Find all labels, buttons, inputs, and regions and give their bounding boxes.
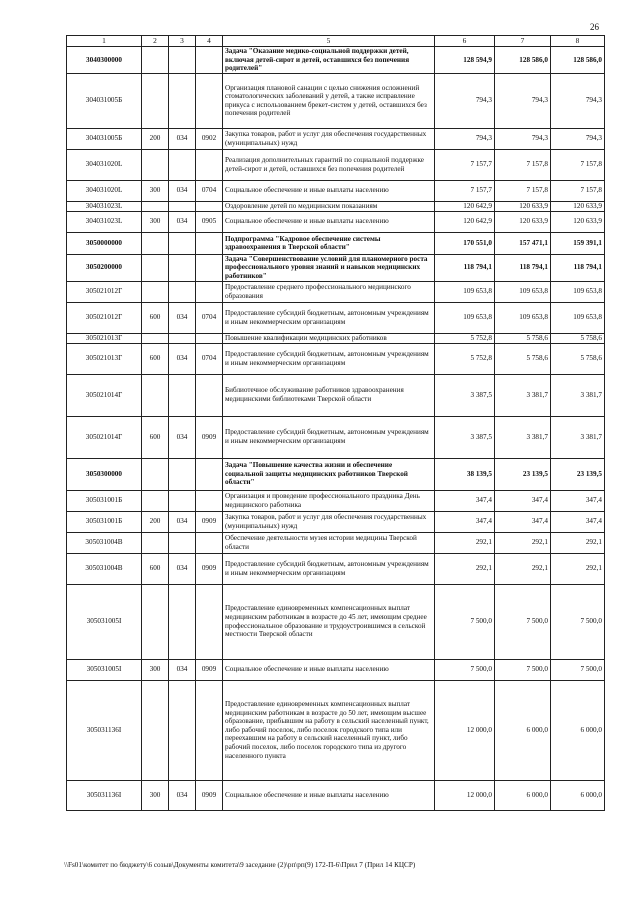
row-value-6: 120 642,9 bbox=[435, 211, 495, 232]
row-name: Предоставление субсидий бюджетным, автономным учреждениям и иным некоммерческим организациям bbox=[223, 553, 435, 584]
row-col3 bbox=[169, 532, 196, 553]
row-code: 305031136I bbox=[67, 680, 142, 780]
row-col4: 0902 bbox=[196, 128, 223, 149]
row-name: Социальное обеспечение и иные выплаты населению bbox=[223, 180, 435, 201]
row-col3 bbox=[169, 149, 196, 180]
row-col4 bbox=[196, 490, 223, 511]
row-col2: 600 bbox=[142, 553, 169, 584]
table-row bbox=[67, 511, 605, 532]
row-value-8: 7 157,8 bbox=[551, 149, 605, 180]
row-col3: 034 bbox=[169, 659, 196, 680]
row-col2 bbox=[142, 584, 169, 659]
row-col4 bbox=[196, 584, 223, 659]
row-col2 bbox=[142, 333, 169, 343]
row-value-7: 157 471,1 bbox=[495, 232, 551, 254]
row-name: Социальное обеспечение и иные выплаты населению bbox=[223, 659, 435, 680]
row-name: Предоставление единовременных компенсационных выплат медицинским работникам в возрасте до 50 лет, имеющим высшее образование, прибывшим на работу в сельский населенный пункт, либо рабочий поселок, либо поселок городского типа или переехавшим на работу в сельский населенный пункт, либо рабочий поселок, либо поселок городского типа из другого населенного пункта bbox=[223, 680, 435, 780]
row-value-6: 5 752,8 bbox=[435, 333, 495, 343]
column-header: 4 bbox=[196, 36, 223, 47]
row-code: 305031004В bbox=[67, 553, 142, 584]
row-value-6: 7 500,0 bbox=[435, 659, 495, 680]
row-code: 3050000000 bbox=[67, 232, 142, 254]
column-header: 3 bbox=[169, 36, 196, 47]
row-name: Реализация дополнительных гарантий по социальной поддержке детей-сирот и детей, оставшихся без попечения родителей bbox=[223, 149, 435, 180]
row-value-8: 159 391,1 bbox=[551, 232, 605, 254]
table-row bbox=[67, 47, 605, 74]
row-col3 bbox=[169, 584, 196, 659]
row-col2: 600 bbox=[142, 416, 169, 458]
row-col3: 034 bbox=[169, 302, 196, 333]
row-name: Организация плановой санации с целью снижения осложнений стоматологических заболеваний у детей, а также исправление прикуса с использованием брекет-систем у детей, оставшихся без попечения родителей bbox=[223, 73, 435, 128]
row-col4 bbox=[196, 333, 223, 343]
row-value-8: 6 000,0 bbox=[551, 680, 605, 780]
row-name: Повышение квалификации медицинских работников bbox=[223, 333, 435, 343]
row-col3: 034 bbox=[169, 180, 196, 201]
row-col2 bbox=[142, 201, 169, 211]
row-value-6: 109 653,8 bbox=[435, 302, 495, 333]
row-name: Предоставление среднего профессионального медицинского образования bbox=[223, 281, 435, 302]
table-row bbox=[67, 680, 605, 780]
row-name: Социальное обеспечение и иные выплаты населению bbox=[223, 780, 435, 810]
row-value-8: 292,1 bbox=[551, 532, 605, 553]
table-row bbox=[67, 458, 605, 490]
page-number: 26 bbox=[590, 22, 599, 32]
row-col3 bbox=[169, 333, 196, 343]
row-col3 bbox=[169, 254, 196, 281]
row-col3 bbox=[169, 201, 196, 211]
table-row bbox=[67, 553, 605, 584]
row-code: 305021013Г bbox=[67, 333, 142, 343]
row-value-7: 7 500,0 bbox=[495, 584, 551, 659]
row-code: 304031005Б bbox=[67, 73, 142, 128]
row-col4 bbox=[196, 201, 223, 211]
row-col4: 0909 bbox=[196, 780, 223, 810]
row-value-7: 7 157,8 bbox=[495, 180, 551, 201]
row-code: 305021013Г bbox=[67, 343, 142, 374]
row-value-8: 6 000,0 bbox=[551, 780, 605, 810]
row-value-8: 23 139,5 bbox=[551, 458, 605, 490]
row-value-7: 23 139,5 bbox=[495, 458, 551, 490]
row-value-6: 347,4 bbox=[435, 490, 495, 511]
table-row bbox=[67, 343, 605, 374]
row-value-8: 118 794,1 bbox=[551, 254, 605, 281]
row-value-6: 12 000,0 bbox=[435, 680, 495, 780]
row-col2: 300 bbox=[142, 659, 169, 680]
row-col4: 0704 bbox=[196, 180, 223, 201]
row-value-7: 118 794,1 bbox=[495, 254, 551, 281]
row-value-6: 118 794,1 bbox=[435, 254, 495, 281]
row-col2: 300 bbox=[142, 780, 169, 810]
row-value-8: 120 633,9 bbox=[551, 211, 605, 232]
row-name: Задача "Оказание медико-социальной поддержки детей, включая детей-сирот и детей, оставшихся без попечения родителей" bbox=[223, 47, 435, 74]
row-name: Библиотечное обслуживание работников здравоохранения медицинскими библиотеками Тверской области bbox=[223, 374, 435, 416]
row-name: Предоставление субсидий бюджетным, автономным учреждениям и иным некоммерческим организациям bbox=[223, 416, 435, 458]
row-value-6: 7 500,0 bbox=[435, 584, 495, 659]
row-col2 bbox=[142, 490, 169, 511]
row-col4: 0909 bbox=[196, 416, 223, 458]
row-col3: 034 bbox=[169, 128, 196, 149]
row-value-7: 128 586,0 bbox=[495, 47, 551, 74]
budget-table bbox=[66, 35, 605, 811]
row-value-8: 109 653,8 bbox=[551, 281, 605, 302]
row-value-6: 3 387,5 bbox=[435, 374, 495, 416]
row-value-6: 794,3 bbox=[435, 128, 495, 149]
row-name: Оздоровление детей по медицинским показаниям bbox=[223, 201, 435, 211]
table-row bbox=[67, 180, 605, 201]
row-value-6: 347,4 bbox=[435, 511, 495, 532]
row-code: 305021014Г bbox=[67, 416, 142, 458]
row-value-8: 7 500,0 bbox=[551, 659, 605, 680]
row-value-6: 3 387,5 bbox=[435, 416, 495, 458]
row-value-8: 347,4 bbox=[551, 490, 605, 511]
row-value-6: 38 139,5 bbox=[435, 458, 495, 490]
row-col4 bbox=[196, 232, 223, 254]
row-col4: 0704 bbox=[196, 302, 223, 333]
table-body bbox=[67, 47, 605, 811]
row-col3 bbox=[169, 458, 196, 490]
row-col3: 034 bbox=[169, 511, 196, 532]
row-value-7: 292,1 bbox=[495, 553, 551, 584]
row-col4 bbox=[196, 47, 223, 74]
table-row bbox=[67, 149, 605, 180]
row-value-8: 794,3 bbox=[551, 128, 605, 149]
row-col4 bbox=[196, 680, 223, 780]
table-row bbox=[67, 281, 605, 302]
row-col2: 200 bbox=[142, 511, 169, 532]
row-name: Предоставление субсидий бюджетным, автономным учреждениям и иным некоммерческим организациям bbox=[223, 302, 435, 333]
row-col3: 034 bbox=[169, 416, 196, 458]
table-row bbox=[67, 201, 605, 211]
row-code: 3040300000 bbox=[67, 47, 142, 74]
row-value-8: 5 758,6 bbox=[551, 333, 605, 343]
row-code: 305031001Б bbox=[67, 490, 142, 511]
row-value-7: 347,4 bbox=[495, 511, 551, 532]
row-col4: 0909 bbox=[196, 511, 223, 532]
row-col2: 300 bbox=[142, 211, 169, 232]
row-value-6: 128 594,9 bbox=[435, 47, 495, 74]
row-value-7: 347,4 bbox=[495, 490, 551, 511]
row-col2: 600 bbox=[142, 302, 169, 333]
row-col4 bbox=[196, 458, 223, 490]
row-col3: 034 bbox=[169, 211, 196, 232]
row-name: Предоставление единовременных компенсационных выплат медицинским работникам в возрасте до 45 лет, имеющим среднее профессиональное образование и трудоустроившимся в сельской местности Тверской области bbox=[223, 584, 435, 659]
row-code: 304031023L bbox=[67, 211, 142, 232]
row-value-7: 120 633,9 bbox=[495, 201, 551, 211]
row-name: Задача "Повышение качества жизни и обеспечение социальной защиты медицинских работников Тверской области" bbox=[223, 458, 435, 490]
row-value-6: 292,1 bbox=[435, 553, 495, 584]
row-code: 305031005I bbox=[67, 659, 142, 680]
row-col4 bbox=[196, 254, 223, 281]
row-value-8: 794,3 bbox=[551, 73, 605, 128]
row-code: 304031020L bbox=[67, 149, 142, 180]
row-name: Задача "Совершенствование условий для планомерного роста профессионального уровня знаний и навыков медицинских работников" bbox=[223, 254, 435, 281]
row-value-6: 120 642,9 bbox=[435, 201, 495, 211]
row-name: Предоставление субсидий бюджетным, автономным учреждениям и иным некоммерческим организациям bbox=[223, 343, 435, 374]
row-value-7: 794,3 bbox=[495, 128, 551, 149]
row-value-7: 7 500,0 bbox=[495, 659, 551, 680]
table-row bbox=[67, 490, 605, 511]
row-value-7: 6 000,0 bbox=[495, 780, 551, 810]
row-col2: 600 bbox=[142, 343, 169, 374]
row-value-7: 5 758,6 bbox=[495, 333, 551, 343]
row-value-6: 7 157,7 bbox=[435, 180, 495, 201]
row-col2: 200 bbox=[142, 128, 169, 149]
row-col4: 0909 bbox=[196, 553, 223, 584]
row-value-8: 292,1 bbox=[551, 553, 605, 584]
column-header: 6 bbox=[435, 36, 495, 47]
table-row bbox=[67, 232, 605, 254]
row-value-8: 5 758,6 bbox=[551, 343, 605, 374]
row-col4 bbox=[196, 149, 223, 180]
row-value-8: 347,4 bbox=[551, 511, 605, 532]
row-value-8: 120 633,9 bbox=[551, 201, 605, 211]
row-code: 305021012Г bbox=[67, 302, 142, 333]
column-header: 1 bbox=[67, 36, 142, 47]
row-col2 bbox=[142, 149, 169, 180]
row-col2 bbox=[142, 281, 169, 302]
row-value-7: 5 758,6 bbox=[495, 343, 551, 374]
table-row bbox=[67, 211, 605, 232]
row-col2: 300 bbox=[142, 180, 169, 201]
table-row bbox=[67, 532, 605, 553]
column-header: 5 bbox=[223, 36, 435, 47]
table-row bbox=[67, 659, 605, 680]
row-name: Организация и проведение профессионального праздника День медицинского работника bbox=[223, 490, 435, 511]
row-value-7: 3 381,7 bbox=[495, 374, 551, 416]
row-code: 3050300000 bbox=[67, 458, 142, 490]
row-col3 bbox=[169, 281, 196, 302]
row-value-7: 109 653,8 bbox=[495, 281, 551, 302]
row-col3 bbox=[169, 490, 196, 511]
row-value-6: 5 752,8 bbox=[435, 343, 495, 374]
row-col2 bbox=[142, 680, 169, 780]
row-col4 bbox=[196, 281, 223, 302]
row-code: 305021012Г bbox=[67, 281, 142, 302]
row-col3: 034 bbox=[169, 343, 196, 374]
row-value-6: 794,3 bbox=[435, 73, 495, 128]
row-value-8: 7 500,0 bbox=[551, 584, 605, 659]
row-col2 bbox=[142, 254, 169, 281]
row-col4: 0909 bbox=[196, 659, 223, 680]
row-value-6: 12 000,0 bbox=[435, 780, 495, 810]
row-value-7: 109 653,8 bbox=[495, 302, 551, 333]
column-header: 2 bbox=[142, 36, 169, 47]
table-row bbox=[67, 73, 605, 128]
row-name: Обеспечение деятельности музея истории медицины Тверской области bbox=[223, 532, 435, 553]
row-code: 305021014Г bbox=[67, 374, 142, 416]
row-value-8: 109 653,8 bbox=[551, 302, 605, 333]
row-value-7: 794,3 bbox=[495, 73, 551, 128]
row-col2 bbox=[142, 232, 169, 254]
row-col2 bbox=[142, 374, 169, 416]
row-code: 305031005I bbox=[67, 584, 142, 659]
row-col3 bbox=[169, 232, 196, 254]
row-value-8: 3 381,7 bbox=[551, 416, 605, 458]
row-col4: 0905 bbox=[196, 211, 223, 232]
table-row bbox=[67, 780, 605, 810]
row-col2 bbox=[142, 532, 169, 553]
row-value-8: 128 586,0 bbox=[551, 47, 605, 74]
column-header: 8 bbox=[551, 36, 605, 47]
column-header: 7 bbox=[495, 36, 551, 47]
row-value-8: 7 157,8 bbox=[551, 180, 605, 201]
row-col3 bbox=[169, 374, 196, 416]
row-name: Закупка товаров, работ и услуг для обеспечения государственных (муниципальных) нужд bbox=[223, 128, 435, 149]
table-row bbox=[67, 302, 605, 333]
row-value-7: 3 381,7 bbox=[495, 416, 551, 458]
row-value-6: 109 653,8 bbox=[435, 281, 495, 302]
row-value-7: 7 157,8 bbox=[495, 149, 551, 180]
row-col4 bbox=[196, 374, 223, 416]
row-value-7: 6 000,0 bbox=[495, 680, 551, 780]
row-code: 305031136I bbox=[67, 780, 142, 810]
file-path-footer: \\Fs01\комитет по бюджету\6 созыв\Документы комитета\9 заседание (2)\рп\рп(9) 172-П-6\Прил 7 (Прил 14 КЦСР) bbox=[64, 861, 416, 869]
row-col3: 034 bbox=[169, 553, 196, 584]
row-value-6: 292,1 bbox=[435, 532, 495, 553]
row-code: 305031004В bbox=[67, 532, 142, 553]
row-col4 bbox=[196, 73, 223, 128]
row-col2 bbox=[142, 73, 169, 128]
table-row bbox=[67, 254, 605, 281]
row-col3 bbox=[169, 47, 196, 74]
row-code: 304031020L bbox=[67, 180, 142, 201]
row-value-8: 3 381,7 bbox=[551, 374, 605, 416]
row-col3 bbox=[169, 73, 196, 128]
row-col4: 0704 bbox=[196, 343, 223, 374]
row-col3 bbox=[169, 680, 196, 780]
row-code: 304031023L bbox=[67, 201, 142, 211]
row-value-6: 7 157,7 bbox=[435, 149, 495, 180]
table-row bbox=[67, 128, 605, 149]
row-col2 bbox=[142, 47, 169, 74]
table-row bbox=[67, 416, 605, 458]
table-row bbox=[67, 584, 605, 659]
row-name: Социальное обеспечение и иные выплаты населению bbox=[223, 211, 435, 232]
table-header-row bbox=[67, 36, 605, 47]
row-value-7: 292,1 bbox=[495, 532, 551, 553]
row-name: Закупка товаров, работ и услуг для обеспечения государственных (муниципальных) нужд bbox=[223, 511, 435, 532]
row-code: 304031005Б bbox=[67, 128, 142, 149]
row-col2 bbox=[142, 458, 169, 490]
row-code: 305031001Б bbox=[67, 511, 142, 532]
table-row bbox=[67, 374, 605, 416]
row-col4 bbox=[196, 532, 223, 553]
row-col3: 034 bbox=[169, 780, 196, 810]
row-code: 3050200000 bbox=[67, 254, 142, 281]
row-value-7: 120 633,9 bbox=[495, 211, 551, 232]
row-value-6: 170 551,0 bbox=[435, 232, 495, 254]
table-row bbox=[67, 333, 605, 343]
row-name: Подпрограмма "Кадровое обеспечение системы здравоохранения в Тверской области" bbox=[223, 232, 435, 254]
